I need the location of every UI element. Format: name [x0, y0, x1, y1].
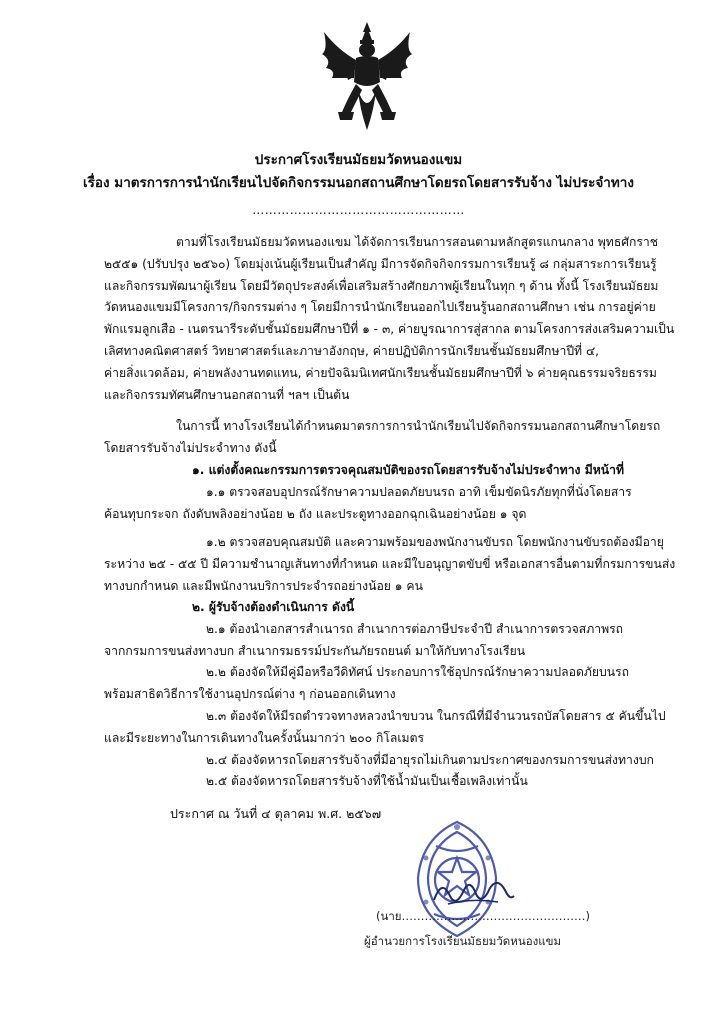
intro-line: และกิจกรรมทัศนศึกษานอกสถานที่ ฯลฯ เป็นต้น [104, 387, 350, 402]
intro-line: ค่ายสิ่งแวดล้อม, ค่ายพลังงานทดแทน, ค่ายปัจฉิมนิเทศนักเรียนชั้นมัธยมศึกษาปีที่ ๖ ค่ายคุณธรรมจริยธรรม [104, 365, 657, 380]
item-2-3-cont: และมีระยะทางในการเดินทางในครั้งนั้นมากว่า ๒๐๐ กิโลเมตร [104, 730, 425, 745]
item-2-3: ๒.๓ ต้องจัดให้มีรถตำรวจทางหลวงนำขบวน ในกรณีที่มีจำนวนรถบัสโดยสาร ๕ คันขึ้นไป [206, 708, 666, 723]
separator-dots: …………………………………………… [252, 203, 465, 217]
intro-line: เลิศทางคณิตศาสตร์ วิทยาศาสตร์และภาษาอังกฤษ, ค่ายปฏิบัติการนักเรียนชั้นมัธยมศึกษาปีที่ ๔, [104, 343, 600, 358]
announcement-title: ประกาศโรงเรียนมัธยมวัดหนองแขม [254, 152, 463, 168]
item-2-4: ๒.๔ ต้องจัดหารถโดยสารรับจ้างที่มีอายุรถไม่เกินตามประกาศของกรมการขนส่งทางบก [206, 752, 654, 767]
item-2-5: ๒.๕ ต้องจัดหารถโดยสารรับจ้างที่ใช้น้ำมันเป็นเชื้อเพลิงเท่านั้น [206, 774, 528, 789]
measures-line: ในการนี้ ทางโรงเรียนได้กำหนดมาตรการการนำนักเรียนไปจัดกิจกรรมนอกสถานศึกษาโดยรถ [176, 419, 661, 433]
item-2-1-cont: จากกรมการขนส่งทางบก สำเนากรมธรรม์ประกันภัยรถยนต์ มาให้กับทางโรงเรียน [104, 643, 526, 658]
intro-line: พักแรมลูกเสือ - เนตรนารีระดับชั้นมัธยมศึกษาปีที่ ๑ - ๓, ค่ายบูรณาการสู่สากล ตามโครงการส่งเสริมความเป็น [104, 322, 675, 337]
item-1-1-cont: ค้อนทุบกระจก ถังดับพลิงอย่างน้อย ๒ ถัง และประตูทางออกฉุกเฉินอย่างน้อย ๑ จุด [104, 506, 527, 521]
section-1-heading: ๑. แต่งตั้งคณะกรรมการตรวจคุณสมบัติของรถโดยสารรับจ้างไม่ประจำทาง มีหน้าที่ [192, 463, 625, 477]
item-1-2-cont: ระหว่าง ๒๕ - ๕๕ ปี มีความชำนาญเส้นทางที่กำหนด และมีใบอนุญาตขับขี่ หรือเอกสารอื่นตามที่กรมการขนส่ง [104, 557, 676, 572]
measures-line: โดยสารรับจ้างไม่ประจำทาง ดังนี้ [104, 440, 277, 455]
section-1 [104, 460, 675, 598]
intro-line: ๒๕๕๑ (ปรับปรุง ๒๕๖๐) โดยมุ่งเน้นผู้เรียนเป็นสำคัญ มีการจัดกิจกิจกรรมการเรียนรู้ ๘ กลุ่มสาระการเรียนรู้ [104, 256, 657, 271]
item-2-2-cont: พร้อมสาธิตวิธีการใช้งานอุปกรณ์ต่าง ๆ ก่อนออกเดินทาง [104, 687, 396, 702]
measures-paragraph [104, 416, 660, 460]
item-2-1: ๒.๑ ต้องนำเอกสารสำเนารถ สำเนาการต่อภาษีประจำปี สำเนาการตรวจสภาพรถ [206, 621, 624, 636]
item-1-2-cont: ทางบกกำหนด และมีพนักงานบริการประจำรถอย่างน้อย ๑ คน [104, 578, 423, 593]
garuda-emblem-icon [318, 20, 416, 138]
intro-line: วัดหนองแขมมีโครงการ/กิจกรรมต่าง ๆ โดยมีการนำนักเรียนออกไปเรียนรู้นอกสถานศึกษา เช่น การอยู่ค่าย [104, 300, 656, 315]
intro-paragraph [104, 232, 674, 406]
signature-icon [428, 872, 518, 912]
intro-line: และกิจกรรมพัฒนาผู้เรียน โดยมีวัตถุประสงค์เพื่อเสริมสร้างศักยภาพผู้เรียนในทุก ๆ ด้าน ทั้งนี้ โรงเรียนมัธยม [104, 278, 659, 293]
item-2-2: ๒.๒ ต้องจัดให้มีคู่มือหรือวีดิทัศน์ ประกอบการใช้อุปกรณ์รักษาความปลอดภัยบนรถ [206, 665, 630, 680]
item-1-1: ๑.๑ ตรวจสอบอุปกรณ์รักษาความปลอดภัยบนรถ อาทิ เข็มขัดนิรภัยทุกที่นั่งโดยสาร [206, 484, 632, 499]
item-1-2: ๑.๒ ตรวจสอบคุณสมบัติ และความพร้อมของพนักงานขับรถ โดยพนักงานขับรถต้องมีอายุ [206, 535, 664, 550]
announcement-date: ประกาศ ณ วันที่ ๔ ตุลาคม พ.ศ. ๒๕๖๗ [170, 806, 382, 821]
signer-title: ผู้อำนวยการโรงเรียนมัธยมวัดหนองแขม [364, 934, 562, 948]
signer-name: (นาย…………………………………………) [376, 909, 591, 923]
section-2-heading: ๒. ผู้รับจ้างต้องดำเนินการ ดังนี้ [192, 600, 355, 614]
intro-line: ตามที่โรงเรียนมัธยมวัดหนองแขม ได้จัดการเรียนการสอนตามหลักสูตรแกนกลาง พุทธศักราช [176, 235, 659, 249]
announcement-subject: เรื่อง มาตรการการนำนักเรียนไปจัดกิจกรรมนอกสถานศึกษาโดยรถโดยสารรับจ้าง ไม่ประจำทาง [83, 175, 634, 191]
section-2 [104, 597, 666, 793]
